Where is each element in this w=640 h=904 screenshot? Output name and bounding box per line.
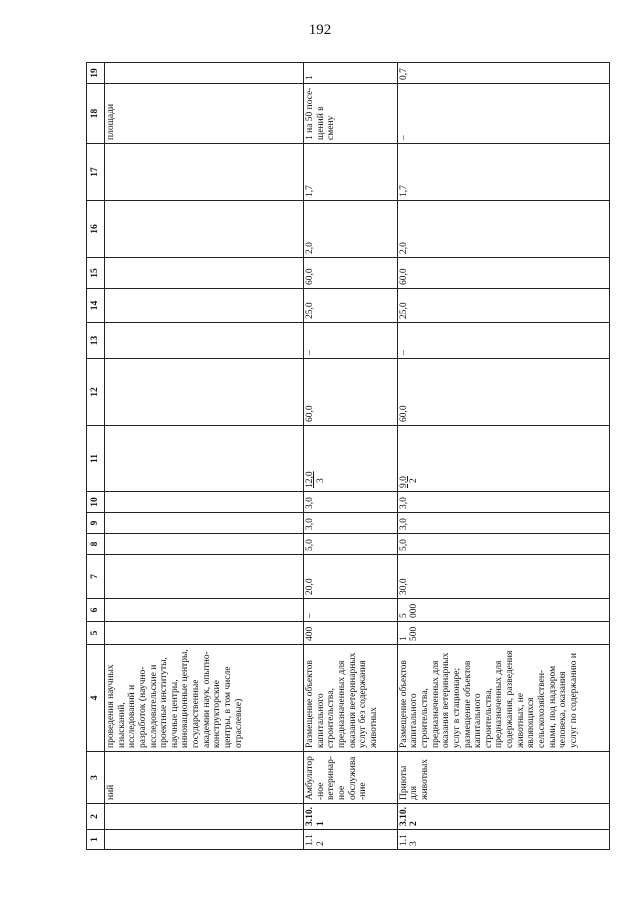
code-cell	[105, 804, 304, 830]
value-cell: 5,0	[397, 534, 609, 555]
code-cell: 3.10.2	[397, 804, 609, 830]
value-cell: 0,7	[397, 63, 609, 84]
name-cell: Амбулатор-ное ветеринар-ное обслужива-ние	[304, 752, 398, 804]
regulations-table	[86, 62, 610, 850]
value-cell: 5,0	[304, 534, 398, 555]
value-cell: –	[397, 323, 609, 359]
value-cell	[105, 555, 304, 599]
fraction-cell	[105, 426, 304, 492]
header-cell: 4	[87, 645, 105, 752]
value-cell: 30,0	[397, 555, 609, 599]
value-cell: 1	[304, 63, 398, 84]
value-cell: 3,0	[397, 513, 609, 534]
value-cell: 3,0	[304, 492, 398, 513]
header-cell: 6	[87, 599, 105, 622]
fraction-cell	[397, 426, 609, 492]
value-cell: 60,0	[304, 359, 398, 426]
value-cell: 1,7	[397, 144, 609, 201]
parking-cell: –	[397, 84, 609, 144]
value-cell: 1,7	[304, 144, 398, 201]
value-cell	[105, 492, 304, 513]
value-cell: 60,0	[397, 359, 609, 426]
fraction-numerator: 12,0	[305, 471, 316, 488]
code-cell: 3.10.1	[304, 804, 398, 830]
value-cell: 3,0	[397, 492, 609, 513]
header-cell: 16	[87, 201, 105, 258]
value-cell: 2,0	[304, 201, 398, 258]
header-cell: 15	[87, 258, 105, 289]
header-cell: 3	[87, 752, 105, 804]
header-row	[87, 63, 105, 850]
value-cell: 2,0	[397, 201, 609, 258]
header-cell: 12	[87, 359, 105, 426]
value-cell	[105, 258, 304, 289]
header-cell: 8	[87, 534, 105, 555]
fraction-denominator: 3	[315, 478, 326, 483]
value-cell: 400	[304, 622, 398, 645]
value-cell: 60,0	[304, 258, 398, 289]
table-row	[105, 63, 304, 850]
value-cell: 3,0	[304, 513, 398, 534]
value-cell: –	[304, 599, 398, 622]
page-number: 192	[308, 22, 332, 38]
value-cell: 1 500	[397, 622, 609, 645]
value-cell: 25,0	[304, 289, 398, 323]
parking-cell: 1 на 50 посе-щений в смену	[304, 84, 398, 144]
value-cell: 20,0	[304, 555, 398, 599]
value-cell	[105, 63, 304, 84]
header-cell: 9	[87, 513, 105, 534]
description-cell: Размещение объектов капитального строительства, предназначенных для оказания ветеринарных услуг без содержания животных	[304, 645, 398, 752]
row-number	[105, 830, 304, 850]
fraction-denominator: 2	[409, 478, 420, 483]
header-cell: 11	[87, 426, 105, 492]
value-cell: 25,0	[397, 289, 609, 323]
header-cell: 10	[87, 492, 105, 513]
value-cell	[105, 622, 304, 645]
rotated-table-wrapper	[86, 63, 610, 850]
value-cell	[105, 534, 304, 555]
row-number: 1.13	[397, 830, 609, 850]
value-cell	[105, 513, 304, 534]
value-cell: –	[304, 323, 398, 359]
header-cell: 1	[87, 830, 105, 850]
value-cell	[105, 599, 304, 622]
header-cell: 19	[87, 63, 105, 84]
fraction-cell	[304, 426, 398, 492]
name-cell: ний	[105, 752, 304, 804]
value-cell	[105, 323, 304, 359]
value-cell: 5 000	[397, 599, 609, 622]
header-cell: 13	[87, 323, 105, 359]
name-cell: Приюты для животных	[397, 752, 609, 804]
parking-cell: площади	[105, 84, 304, 144]
fraction-numerator: 9,0	[398, 476, 409, 488]
value-cell	[105, 359, 304, 426]
row-number: 1.12	[304, 830, 398, 850]
header-cell: 7	[87, 555, 105, 599]
header-cell: 2	[87, 804, 105, 830]
header-cell: 14	[87, 289, 105, 323]
value-cell: 60,0	[397, 258, 609, 289]
description-cell: Размещение объектов капитального строительства, предназначенных для оказания ветеринарных услуг в стационаре; размещение объектов капитального строительства, предназначенных для содержания, разведения животных, не являющихся сельскохозяйствен-ными, под надзором человека, оказания услуг по содержанию и	[397, 645, 609, 752]
header-cell: 18	[87, 84, 105, 144]
value-cell	[105, 289, 304, 323]
table-row	[397, 63, 609, 850]
description-cell: проведения научных изысканий, исследований и разработок (научно-исследовательские и проектные институты, научные центры, инновационные центры, государственные академии наук, опытно-конструкторские центры, в том числе отраслевые)	[105, 645, 304, 752]
header-cell: 5	[87, 622, 105, 645]
value-cell	[105, 201, 304, 258]
value-cell	[105, 144, 304, 201]
header-cell: 17	[87, 144, 105, 201]
table-row	[304, 63, 398, 850]
